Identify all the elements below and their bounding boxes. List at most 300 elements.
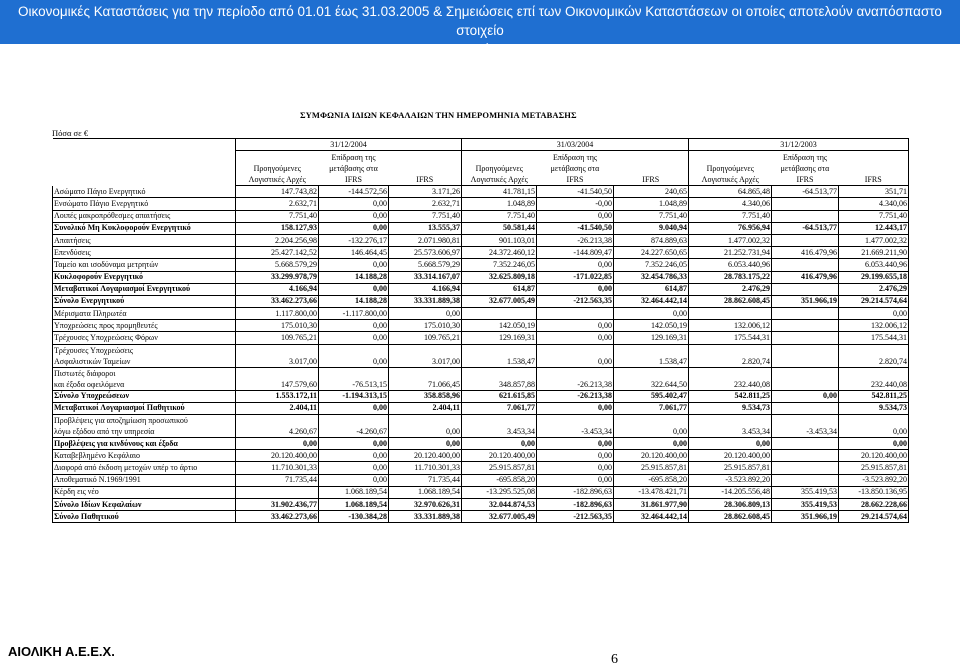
value-cell: 614,87 <box>614 283 689 295</box>
date-header-row <box>53 139 909 151</box>
company-name: ΑΙΟΛΙΚΗ Α.Ε.Ε.Χ. <box>8 644 115 659</box>
value-cell: 20.120.400,00 <box>236 450 319 462</box>
period-date: 31/12/2003 <box>689 139 909 151</box>
value-cell: -132.276,17 <box>319 234 389 246</box>
value-cell: 1.068.189,54 <box>389 486 462 498</box>
value-cell: 4.166,94 <box>236 283 319 295</box>
table-row <box>53 247 909 259</box>
value-cell: 25.573.606,97 <box>389 247 462 259</box>
row-label-line-2: και έξοδα οφειλόμενα <box>54 379 125 389</box>
row-label: Σύνολο Ενεργητικού <box>53 295 236 307</box>
value-cell: 20.120.400,00 <box>689 450 772 462</box>
value-cell: -41.540,50 <box>537 222 614 234</box>
value-cell: 1.538,47 <box>614 344 689 367</box>
table-row <box>53 474 909 486</box>
value-cell: 348.857,88 <box>462 367 537 390</box>
value-cell: 2.632,71 <box>389 198 462 210</box>
value-cell: 21.252.731,94 <box>689 247 772 259</box>
value-cell: 20.120.400,00 <box>462 450 537 462</box>
row-label-line-1: Προβλέψεις για αποζημίωση προσωπικού <box>54 416 188 425</box>
value-cell: 29.199.655,18 <box>839 271 909 283</box>
value-cell <box>462 308 537 320</box>
value-cell: 7.751,40 <box>839 210 909 222</box>
value-cell <box>236 486 319 498</box>
column-header-row <box>53 151 909 186</box>
row-label: Κέρδη εις νέο <box>53 486 236 498</box>
value-cell <box>772 450 839 462</box>
value-cell: 416.479,96 <box>772 271 839 283</box>
column-header-ifrs: IFRS <box>839 151 909 186</box>
table-row <box>53 222 909 234</box>
value-cell: -13.478.421,71 <box>614 486 689 498</box>
value-cell <box>772 210 839 222</box>
value-cell: 0,00 <box>839 415 909 438</box>
value-cell: 0,00 <box>537 438 614 450</box>
value-cell: 0,00 <box>319 474 389 486</box>
row-label: Απαιτήσεις <box>53 234 236 246</box>
row-label: Μεταβατικοί Λογαριασμοί Ενεργητικού <box>53 283 236 295</box>
value-cell <box>772 234 839 246</box>
value-cell: 175.544,31 <box>839 332 909 344</box>
value-cell: 32.464.442,14 <box>614 295 689 307</box>
value-cell: 0,00 <box>319 402 389 414</box>
value-cell: -130.384,28 <box>319 511 389 523</box>
value-cell: 25.915.857,81 <box>614 462 689 474</box>
table-row <box>53 234 909 246</box>
value-cell: 33.331.889,38 <box>389 511 462 523</box>
value-cell: 0,00 <box>614 415 689 438</box>
value-cell: 351,71 <box>839 186 909 198</box>
value-cell: 147.579,60 <box>236 367 319 390</box>
value-cell: 33.462.273,66 <box>236 295 319 307</box>
value-cell: 2.476,29 <box>689 283 772 295</box>
value-cell: 11.710.301,33 <box>389 462 462 474</box>
value-cell: 0,00 <box>389 415 462 438</box>
value-cell: 1.477.002,32 <box>839 234 909 246</box>
table-row <box>53 283 909 295</box>
value-cell: 175.010,30 <box>389 320 462 332</box>
value-cell: 20.120.400,00 <box>839 450 909 462</box>
value-cell <box>772 438 839 450</box>
value-cell: 5.668.579,29 <box>236 259 319 271</box>
table-row <box>53 450 909 462</box>
value-cell: 24.372.460,12 <box>462 247 537 259</box>
table-row <box>53 271 909 283</box>
document-header <box>0 0 960 57</box>
row-label: Μεταβατικοί Λογαριασμοί Παθητικού <box>53 402 236 414</box>
value-cell: 29.214.574,64 <box>839 295 909 307</box>
row-label: Συνολικό Μη Κυκλοφορούν Ενεργητικό <box>53 222 236 234</box>
row-label: Προβλέψεις για κινδύνους και έξοδα <box>53 438 236 450</box>
value-cell: -212.563,35 <box>537 295 614 307</box>
row-label: Αποθεματικό Ν.1969/1991 <box>53 474 236 486</box>
row-label: Υποχρεώσεις προς προμηθευτές <box>53 320 236 332</box>
value-cell <box>689 308 772 320</box>
value-cell: 2.820,74 <box>839 344 909 367</box>
value-cell: 322.644,50 <box>614 367 689 390</box>
value-cell <box>772 308 839 320</box>
row-label: Διαφορά από έκδοση μετοχών υπέρ το άρτιο <box>53 462 236 474</box>
value-cell: 0,00 <box>236 438 319 450</box>
value-cell: -3.453,34 <box>537 415 614 438</box>
value-cell: 7.352.246,05 <box>462 259 537 271</box>
value-cell <box>772 462 839 474</box>
header-line-2: αυτών <box>461 42 499 57</box>
value-cell: 28.862.608,45 <box>689 511 772 523</box>
row-label: Ενσώματο Πάγιο Ενεργητικό <box>53 198 236 210</box>
column-header-ifrs: IFRS <box>389 151 462 186</box>
value-cell: 7.751,40 <box>389 210 462 222</box>
value-cell: -1.117.800,00 <box>319 308 389 320</box>
value-cell: 7.751,40 <box>236 210 319 222</box>
row-label-line-1: Πιστωτές διάφοροι <box>54 368 116 378</box>
table-row <box>53 186 909 198</box>
table-row <box>53 332 909 344</box>
value-cell: 416.479,96 <box>772 247 839 259</box>
value-cell: 0,00 <box>319 438 389 450</box>
value-cell: 1.477.002,32 <box>689 234 772 246</box>
value-cell: -212.563,35 <box>537 511 614 523</box>
value-cell: 0,00 <box>537 344 614 367</box>
value-cell: 28.862.608,45 <box>689 295 772 307</box>
value-cell: 3.453,34 <box>689 415 772 438</box>
value-cell: 1.048,89 <box>462 198 537 210</box>
currency-unit: Πόσα σε € <box>52 128 89 138</box>
value-cell: 1.068.189,54 <box>319 498 389 510</box>
value-cell: 142.050,19 <box>462 320 537 332</box>
value-cell: 132.006,12 <box>839 320 909 332</box>
value-cell <box>772 259 839 271</box>
table-row <box>53 295 909 307</box>
table-row <box>53 438 909 450</box>
value-cell: -41.540,50 <box>537 186 614 198</box>
row-label: Μέρισματα Πληρωτέα <box>53 308 236 320</box>
value-cell: 614,87 <box>462 283 537 295</box>
value-cell: 29.214.574,64 <box>839 511 909 523</box>
value-cell: 5.668.579,29 <box>389 259 462 271</box>
value-cell: 32.044.874,53 <box>462 498 537 510</box>
value-cell: 21.669.211,90 <box>839 247 909 259</box>
table-row <box>53 259 909 271</box>
value-cell: 24.227.650,65 <box>614 247 689 259</box>
value-cell: 0,00 <box>537 210 614 222</box>
table-title: ΣΥΜΦΩΝΙΑ ΙΔΙΩΝ ΚΕΦΑΛΑΙΩΝ ΤΗΝ ΗΜΕΡΟΜΗΝΙΑ ΜΕΤΑΒΑΣΗΣ <box>300 110 577 120</box>
value-cell: 32.464.442,14 <box>614 511 689 523</box>
page-number: 6 <box>611 652 618 667</box>
table-row <box>53 367 909 390</box>
value-cell: 0,00 <box>839 308 909 320</box>
table-row <box>53 511 909 523</box>
value-cell: -695.858,20 <box>614 474 689 486</box>
value-cell: 7.751,40 <box>614 210 689 222</box>
value-cell: 1.068.189,54 <box>319 486 389 498</box>
value-cell: -64.513,77 <box>772 222 839 234</box>
row-label: Καταβεβλημένο Κεφάλαιο <box>53 450 236 462</box>
column-header-transition-effect: Επίδραση της μετάβασης στα IFRS <box>772 151 839 186</box>
row-label: Τρέχουσες Υποχρεώσεις Φόρων <box>53 332 236 344</box>
value-cell <box>772 283 839 295</box>
value-cell: 31.861.977,90 <box>614 498 689 510</box>
value-cell: 595.402,47 <box>614 390 689 402</box>
value-cell: 1.117.800,00 <box>236 308 319 320</box>
value-cell: 0,00 <box>319 344 389 367</box>
value-cell <box>772 402 839 414</box>
column-header-prior-gaap: Προηγούμενες Λογιστικές Αρχές <box>236 151 319 186</box>
value-cell: 7.352.246,05 <box>614 259 689 271</box>
value-cell: 129.169,31 <box>462 332 537 344</box>
value-cell: 3.171,26 <box>389 186 462 198</box>
row-label <box>53 344 236 367</box>
value-cell: 9.534,73 <box>839 402 909 414</box>
value-cell: 20.120.400,00 <box>389 450 462 462</box>
value-cell: 3.453,34 <box>462 415 537 438</box>
value-cell: 28.783.175,22 <box>689 271 772 283</box>
value-cell: 2.071.980,81 <box>389 234 462 246</box>
value-cell: 71.735,44 <box>389 474 462 486</box>
column-header-prior-gaap: Προηγούμενες Λογιστικές Αρχές <box>462 151 537 186</box>
value-cell: -26.213,38 <box>537 390 614 402</box>
value-cell: -3.523.892,20 <box>839 474 909 486</box>
value-cell: 0,00 <box>319 332 389 344</box>
value-cell: 4.260,67 <box>236 415 319 438</box>
value-cell: 542.811,25 <box>839 390 909 402</box>
value-cell: -171.022,85 <box>537 271 614 283</box>
value-cell: 0,00 <box>537 402 614 414</box>
value-cell: -4.260,67 <box>319 415 389 438</box>
value-cell: 232.440,08 <box>689 367 772 390</box>
value-cell: 2.476,29 <box>839 283 909 295</box>
table-row <box>53 498 909 510</box>
value-cell: 33.462.273,66 <box>236 511 319 523</box>
value-cell: 175.010,30 <box>236 320 319 332</box>
value-cell: 33.331.889,38 <box>389 295 462 307</box>
value-cell: -13.850.136,95 <box>839 486 909 498</box>
value-cell: 11.710.301,33 <box>236 462 319 474</box>
value-cell: -76.513,15 <box>319 367 389 390</box>
value-cell: 6.053.440,96 <box>839 259 909 271</box>
table-row <box>53 320 909 332</box>
value-cell: 3.017,00 <box>389 344 462 367</box>
value-cell: -3.523.892,20 <box>689 474 772 486</box>
value-cell: 0,00 <box>462 438 537 450</box>
value-cell: 12.443,17 <box>839 222 909 234</box>
column-header-transition-effect: Επίδραση της μετάβασης στα IFRS <box>319 151 389 186</box>
value-cell: 9.040,94 <box>614 222 689 234</box>
value-cell: 25.427.142,52 <box>236 247 319 259</box>
value-cell: 64.865,48 <box>689 186 772 198</box>
table-row <box>53 402 909 414</box>
value-cell: -1.194.313,15 <box>319 390 389 402</box>
value-cell: 0,00 <box>319 450 389 462</box>
value-cell: 0,00 <box>537 450 614 462</box>
value-cell: 2.404,11 <box>236 402 319 414</box>
value-cell: 1.048,89 <box>614 198 689 210</box>
value-cell <box>772 367 839 390</box>
value-cell: 7.751,40 <box>462 210 537 222</box>
value-cell: 542.811,25 <box>689 390 772 402</box>
value-cell: 175.544,31 <box>689 332 772 344</box>
value-cell: 0,00 <box>389 438 462 450</box>
value-cell: -144.572,56 <box>319 186 389 198</box>
row-label <box>53 415 236 438</box>
value-cell: 25.915.857,81 <box>462 462 537 474</box>
header-empty-cell <box>53 151 236 186</box>
table-row <box>53 198 909 210</box>
value-cell: 50.581,44 <box>462 222 537 234</box>
row-label-line-2: λόγω εξόδου από την υπηρεσία <box>54 427 155 436</box>
value-cell: 129.169,31 <box>614 332 689 344</box>
value-cell: 0,00 <box>319 198 389 210</box>
value-cell: 874.889,63 <box>614 234 689 246</box>
value-cell: 28.306.809,13 <box>689 498 772 510</box>
value-cell: 142.050,19 <box>614 320 689 332</box>
value-cell: 147.743,82 <box>236 186 319 198</box>
value-cell: 0,00 <box>537 283 614 295</box>
value-cell: 2.632,71 <box>236 198 319 210</box>
row-label: Ταμείο και ισοδύναμα μετρητών <box>53 259 236 271</box>
value-cell: -26.213,38 <box>537 367 614 390</box>
value-cell: 355.419,53 <box>772 498 839 510</box>
header-line-1: Οικονομικές Καταστάσεις για την περίοδο από 01.01 έως 31.03.2005 & Σημειώσεις επί των Οικονομικών Καταστάσεων οι οποίες αποτελούν αναπόσπαστο στοιχείο <box>18 4 942 38</box>
column-header-transition-effect: Επίδραση της μετάβασης στα IFRS <box>537 151 614 186</box>
table-row <box>53 462 909 474</box>
value-cell: 0,00 <box>319 259 389 271</box>
value-cell <box>772 198 839 210</box>
value-cell: 621.615,85 <box>462 390 537 402</box>
equity-reconciliation-table <box>52 138 909 523</box>
value-cell: 901.103,01 <box>462 234 537 246</box>
value-cell: 0,00 <box>772 390 839 402</box>
value-cell: 240,65 <box>614 186 689 198</box>
value-cell: -0,00 <box>537 198 614 210</box>
row-label-line-2: Ασφαλιστικών Ταμείων <box>54 356 131 366</box>
table-row <box>53 486 909 498</box>
value-cell: 76.956,94 <box>689 222 772 234</box>
value-cell: 9.534,73 <box>689 402 772 414</box>
value-cell: 232.440,08 <box>839 367 909 390</box>
value-cell: 14.188,28 <box>319 271 389 283</box>
row-label: Κυκλοφορούν Ενεργητικό <box>53 271 236 283</box>
value-cell: 109.765,21 <box>236 332 319 344</box>
value-cell: 7.061,77 <box>614 402 689 414</box>
value-cell: 7.751,40 <box>689 210 772 222</box>
value-cell: 0,00 <box>537 320 614 332</box>
table-row <box>53 210 909 222</box>
value-cell: 32.454.786,33 <box>614 271 689 283</box>
value-cell: 32.677.005,49 <box>462 511 537 523</box>
value-cell: 4.166,94 <box>389 283 462 295</box>
row-label: Λοιπές μακροπρόθεσμες απαιτήσεις <box>53 210 236 222</box>
header-empty-cell <box>53 139 236 151</box>
row-label: Σύνολο Παθητικού <box>53 511 236 523</box>
value-cell <box>772 474 839 486</box>
table-row <box>53 308 909 320</box>
value-cell: 33.314.167,07 <box>389 271 462 283</box>
value-cell: 3.017,00 <box>236 344 319 367</box>
value-cell: 28.662.228,66 <box>839 498 909 510</box>
value-cell: 7.061,77 <box>462 402 537 414</box>
column-header-prior-gaap: Προηγούμενες Λογιστικές Αρχές <box>689 151 772 186</box>
value-cell: -26.213,38 <box>537 234 614 246</box>
value-cell: 4.340,06 <box>689 198 772 210</box>
value-cell: 0,00 <box>319 462 389 474</box>
value-cell: 20.120.400,00 <box>614 450 689 462</box>
value-cell: 1.553.172,11 <box>236 390 319 402</box>
value-cell: 32.970.626,31 <box>389 498 462 510</box>
period-date: 31/03/2004 <box>462 139 689 151</box>
value-cell: 0,00 <box>537 474 614 486</box>
value-cell: 358.858,96 <box>389 390 462 402</box>
value-cell: 0,00 <box>537 332 614 344</box>
value-cell: 71.735,44 <box>236 474 319 486</box>
value-cell <box>772 344 839 367</box>
value-cell: 0,00 <box>319 210 389 222</box>
value-cell: 13.555,37 <box>389 222 462 234</box>
column-header-ifrs: IFRS <box>614 151 689 186</box>
row-label: Επενδύσεις <box>53 247 236 259</box>
value-cell: 4.340,06 <box>839 198 909 210</box>
value-cell: -64.513,77 <box>772 186 839 198</box>
value-cell: 355.419,53 <box>772 486 839 498</box>
value-cell: 31.902.436,77 <box>236 498 319 510</box>
value-cell: 2.404,11 <box>389 402 462 414</box>
value-cell: 0,00 <box>389 308 462 320</box>
value-cell: 2.204.256,98 <box>236 234 319 246</box>
value-cell: 146.464,45 <box>319 247 389 259</box>
value-cell: 109.765,21 <box>389 332 462 344</box>
value-cell: 25.915.857,81 <box>689 462 772 474</box>
value-cell: 0,00 <box>319 222 389 234</box>
row-label: Σύνολο Υποχρεώσεων <box>53 390 236 402</box>
row-label-line-1: Τρέχουσες Υποχρεώσεις <box>54 345 134 355</box>
value-cell <box>772 320 839 332</box>
period-date: 31/12/2004 <box>236 139 462 151</box>
value-cell: 0,00 <box>839 438 909 450</box>
value-cell: 1.538,47 <box>462 344 537 367</box>
value-cell: 6.053.440,96 <box>689 259 772 271</box>
value-cell: 14.188,28 <box>319 295 389 307</box>
value-cell: -695.858,20 <box>462 474 537 486</box>
value-cell: 0,00 <box>537 259 614 271</box>
value-cell: 0,00 <box>319 320 389 332</box>
value-cell: 132.006,12 <box>689 320 772 332</box>
value-cell: 0,00 <box>614 308 689 320</box>
value-cell: 0,00 <box>537 462 614 474</box>
value-cell: 0,00 <box>689 438 772 450</box>
value-cell: -144.809,47 <box>537 247 614 259</box>
value-cell: 2.820,74 <box>689 344 772 367</box>
value-cell: -182.896,63 <box>537 498 614 510</box>
value-cell <box>537 308 614 320</box>
table-row <box>53 415 909 438</box>
row-label <box>53 367 236 390</box>
value-cell: 351.966,19 <box>772 295 839 307</box>
value-cell: -182.896,63 <box>537 486 614 498</box>
value-cell: 158.127,93 <box>236 222 319 234</box>
value-cell: 32.625.809,18 <box>462 271 537 283</box>
value-cell: 0,00 <box>319 283 389 295</box>
value-cell: -14.205.556,48 <box>689 486 772 498</box>
value-cell: -13.295.525,08 <box>462 486 537 498</box>
value-cell <box>772 332 839 344</box>
value-cell: 41.781,15 <box>462 186 537 198</box>
value-cell: 25.915.857,81 <box>839 462 909 474</box>
row-label: Σύνολο Ιδίων Κεφαλαίων <box>53 498 236 510</box>
table-row <box>53 390 909 402</box>
value-cell: 33.299.978,79 <box>236 271 319 283</box>
value-cell: 351.966,19 <box>772 511 839 523</box>
table-row <box>53 344 909 367</box>
